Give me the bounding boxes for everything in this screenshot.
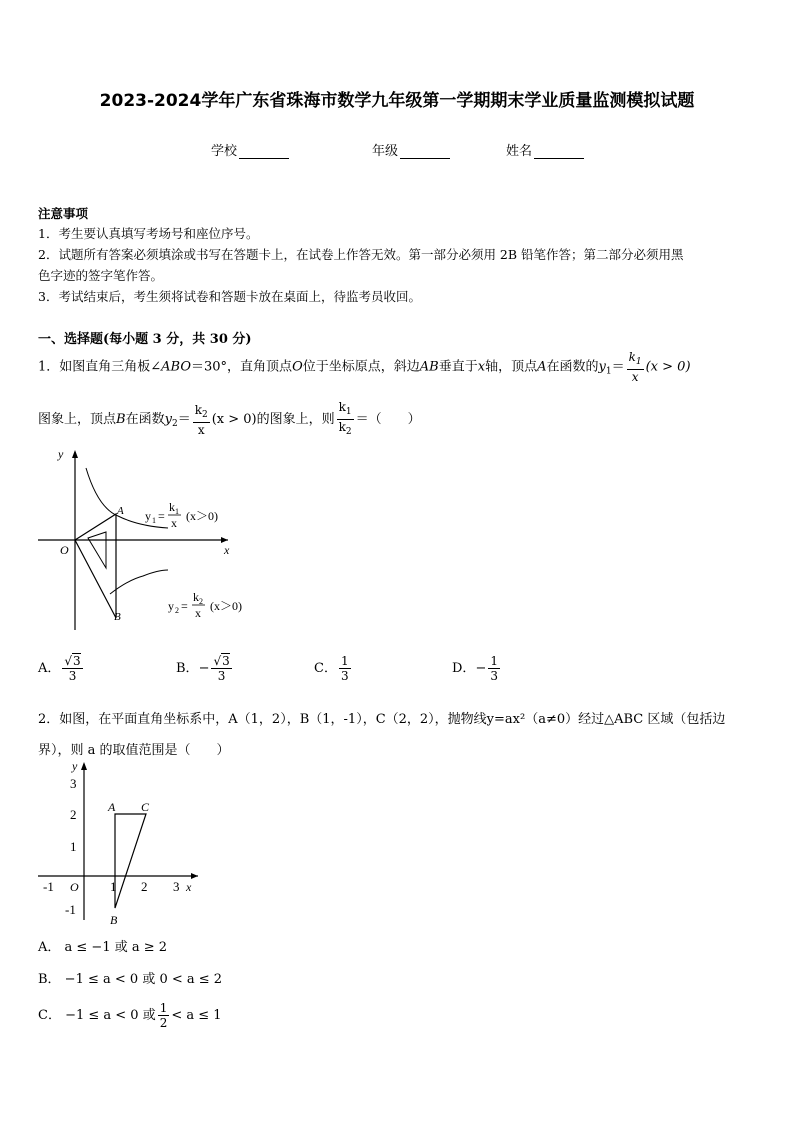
- q2-fig-o: O: [70, 880, 79, 894]
- q2-ytick-1: 1: [70, 839, 77, 854]
- q2-option-c-a: C． −1 ≤ a < 0 或: [38, 1008, 156, 1023]
- q1-fig-label-y2: [168, 590, 242, 620]
- q1-option-a-num: 3: [73, 654, 81, 668]
- q1-option-c[interactable]: [314, 654, 353, 683]
- q2-y-arrow: [81, 762, 87, 770]
- q1-eq: ＝: [611, 359, 625, 375]
- q1-ratio: [337, 400, 354, 439]
- q2-y-ticks: [65, 776, 77, 917]
- q2-fig-a: A: [108, 800, 116, 814]
- q1-y-arrow: [72, 450, 78, 458]
- q1-fraction-k1: [627, 350, 644, 384]
- q2-xtick-neg1: -1: [43, 879, 54, 894]
- q1-option-c-den: 3: [340, 669, 349, 683]
- q2-xtick-1: 1: [110, 879, 117, 894]
- q1-eq2: ＝: [177, 412, 191, 427]
- q1-x: x: [477, 359, 486, 375]
- f2-sub: 2: [175, 606, 179, 615]
- f1-pre: y: [145, 509, 151, 523]
- f2-cond: (x＞0): [210, 599, 242, 613]
- q1-fig-a: A: [117, 505, 124, 517]
- f2-k: k: [193, 590, 199, 604]
- q1-option-c-label: C．: [314, 661, 337, 676]
- note-item-3: 3．考试结束后，考生须将试卷和答题卡放在桌面上，待监考员收回。: [38, 289, 421, 304]
- q1-ab: AB: [419, 359, 439, 375]
- q2-ytick-2: 2: [70, 807, 77, 822]
- grade-label: 年级: [372, 144, 399, 159]
- q2-x-ticks: [43, 879, 180, 894]
- f1-ksub: 1: [175, 507, 179, 516]
- q1-y1: y: [598, 359, 606, 375]
- school-blank: [239, 145, 289, 159]
- q1-option-d-label: D．: [452, 661, 476, 676]
- q1-text-g: 图象上，顶点: [38, 412, 117, 427]
- q2-fig-x: x: [186, 880, 192, 894]
- grade-field: [372, 140, 450, 159]
- q1-k2-sub: 2: [201, 409, 208, 420]
- f1-x: x: [171, 516, 177, 530]
- q2-option-c-b: < a ≤ 1: [171, 1008, 222, 1023]
- q1-line1: [38, 350, 691, 384]
- svg-text:=: =: [181, 599, 188, 613]
- note-item-1: 1．考生要认真填写考场号和座位序号。: [38, 226, 259, 241]
- q1-text-f: 在函数的: [546, 359, 599, 375]
- q2-xtick-3: 3: [173, 879, 180, 894]
- q1-option-b[interactable]: [176, 654, 234, 683]
- q2-fig-y: y: [72, 760, 78, 773]
- q2-line1: 2．如图，在平面直角坐标系中，A（1，2），B（1，-1），C（2，2），抛物线y=ax²（a≠0）经过△ABC 区域（包括边: [38, 712, 726, 727]
- q1-text-b: ＝30°，直角顶点: [191, 359, 293, 375]
- q1-y2: y: [164, 412, 172, 427]
- q1-fig-label-y1: [145, 500, 218, 530]
- q1-fig-b: B: [114, 611, 121, 623]
- q1-option-b-den: 3: [217, 669, 226, 683]
- q1-option-c-frac: [339, 654, 351, 683]
- q2-option-b[interactable]: B． −1 ≤ a < 0 或 0 < a ≤ 2: [38, 972, 223, 987]
- q1-a: A: [537, 359, 547, 375]
- q1-cond2: (x > 0): [211, 412, 257, 427]
- q1-fraction-k2: [193, 403, 210, 437]
- q1-line2: [38, 400, 421, 439]
- q1-triangle-inner: [88, 532, 106, 568]
- q1-option-a-label: A．: [38, 661, 61, 676]
- q1-k1-sub: 1: [635, 357, 642, 367]
- svg-text:=: =: [158, 509, 165, 523]
- q2-xtick-2: 2: [141, 879, 148, 894]
- q1-text-e: 轴，顶点: [485, 359, 538, 375]
- q2-option-c[interactable]: [38, 1001, 222, 1030]
- paper-title: 2023-2024学年广东省珠海市数学九年级第一学期期末学业质量监测模拟试题: [99, 91, 695, 111]
- q1-text-j: ＝（ ）: [355, 412, 421, 427]
- q1-o: O: [292, 359, 303, 375]
- q1-triangle-outer: [75, 514, 116, 618]
- q1-option-d[interactable]: [452, 654, 502, 683]
- q1-text-h: 在函数: [125, 412, 165, 427]
- name-label: 姓名: [506, 144, 533, 159]
- q1-x-den2: x: [197, 422, 205, 437]
- q2-option-a[interactable]: A． a ≤ −1 或 a ≥ 2: [38, 940, 168, 955]
- q2-option-c-frac: [158, 1001, 170, 1030]
- q1-text-a: 1．如图直角三角板∠: [38, 359, 162, 375]
- q2-figure: [38, 760, 208, 930]
- f1-cond: (x＞0): [186, 509, 218, 523]
- section-heading: 一、选择题(每小题 3 分，共 30 分): [38, 332, 252, 347]
- note-item-2: 2．试题所有答案必须填涂或书写在答题卡上，在试卷上作答无效。第一部分必须用 2B 铅笔作答；第二部分必须用黑: [38, 247, 684, 262]
- notes-heading: 注意事项: [38, 206, 89, 221]
- q1-ratio-den: k: [338, 420, 346, 434]
- q2-ytick-3: 3: [70, 776, 77, 791]
- q1-option-c-num: 1: [340, 654, 349, 668]
- q2-fig-c: C: [141, 800, 150, 814]
- f2-x: x: [195, 606, 201, 620]
- f1-k: k: [169, 500, 175, 514]
- q1-option-d-frac: [488, 654, 500, 683]
- q1-text-i: 的图象上，则: [256, 412, 335, 427]
- q1-b: B: [116, 412, 126, 427]
- q2-x-arrow: [191, 873, 198, 879]
- q1-option-d-num: 1: [490, 654, 498, 668]
- q1-x-den: x: [631, 370, 639, 384]
- q1-option-d-den: 3: [490, 669, 498, 683]
- q1-option-a[interactable]: [38, 654, 85, 683]
- school-field: [211, 140, 289, 159]
- q1-ratio-num: k: [338, 400, 346, 414]
- q1-option-d-sign: −: [475, 661, 487, 676]
- q1-fig-y: y: [58, 448, 64, 461]
- q1-figure: [38, 448, 278, 638]
- q2-option-c-num: 1: [159, 1001, 168, 1015]
- q1-y2-sub: 2: [171, 419, 178, 429]
- q1-k2: k: [194, 402, 202, 417]
- q1-ratio-den-sub: 2: [345, 427, 352, 437]
- q2-fig-b: B: [110, 913, 118, 927]
- note-item-2-cont: 色字迹的签字笔作答。: [38, 268, 164, 283]
- q1-fig-x: x: [224, 543, 230, 557]
- q2-ytick-neg1: -1: [65, 902, 76, 917]
- q2-option-c-den: 2: [159, 1016, 168, 1030]
- q1-ratio-num-sub: 1: [345, 407, 352, 417]
- q1-option-a-frac: $\frac{√3}{3}$: [64, 654, 81, 683]
- q1-cond: (x > 0): [645, 359, 691, 375]
- grade-blank: [400, 145, 450, 159]
- name-blank: [534, 145, 584, 159]
- q1-option-b-num: 3: [222, 654, 230, 668]
- q1-curve-y2: [110, 570, 168, 594]
- q1-option-b-label: B．: [176, 661, 199, 676]
- q1-option-b-sign: −: [198, 661, 210, 676]
- q1-k1: k: [628, 350, 636, 364]
- f2-ksub: 2: [199, 597, 203, 606]
- q1-text-c: 位于坐标原点，斜边: [302, 359, 420, 375]
- q1-option-b-frac: $\frac{√3}{3}$: [213, 654, 230, 683]
- q1-fig-o: O: [60, 543, 69, 557]
- q1-text-d: 垂直于: [438, 359, 478, 375]
- name-field: [506, 140, 584, 159]
- q1-y1-sub: 1: [605, 366, 612, 377]
- f1-sub: 1: [152, 516, 156, 525]
- q1-angle: ABO: [161, 359, 192, 375]
- school-label: 学校: [211, 144, 238, 159]
- q1-option-a-den: 3: [68, 669, 77, 683]
- f2-pre: y: [168, 599, 174, 613]
- q2-line2: 界），则 a 的取值范围是（ ）: [38, 743, 230, 758]
